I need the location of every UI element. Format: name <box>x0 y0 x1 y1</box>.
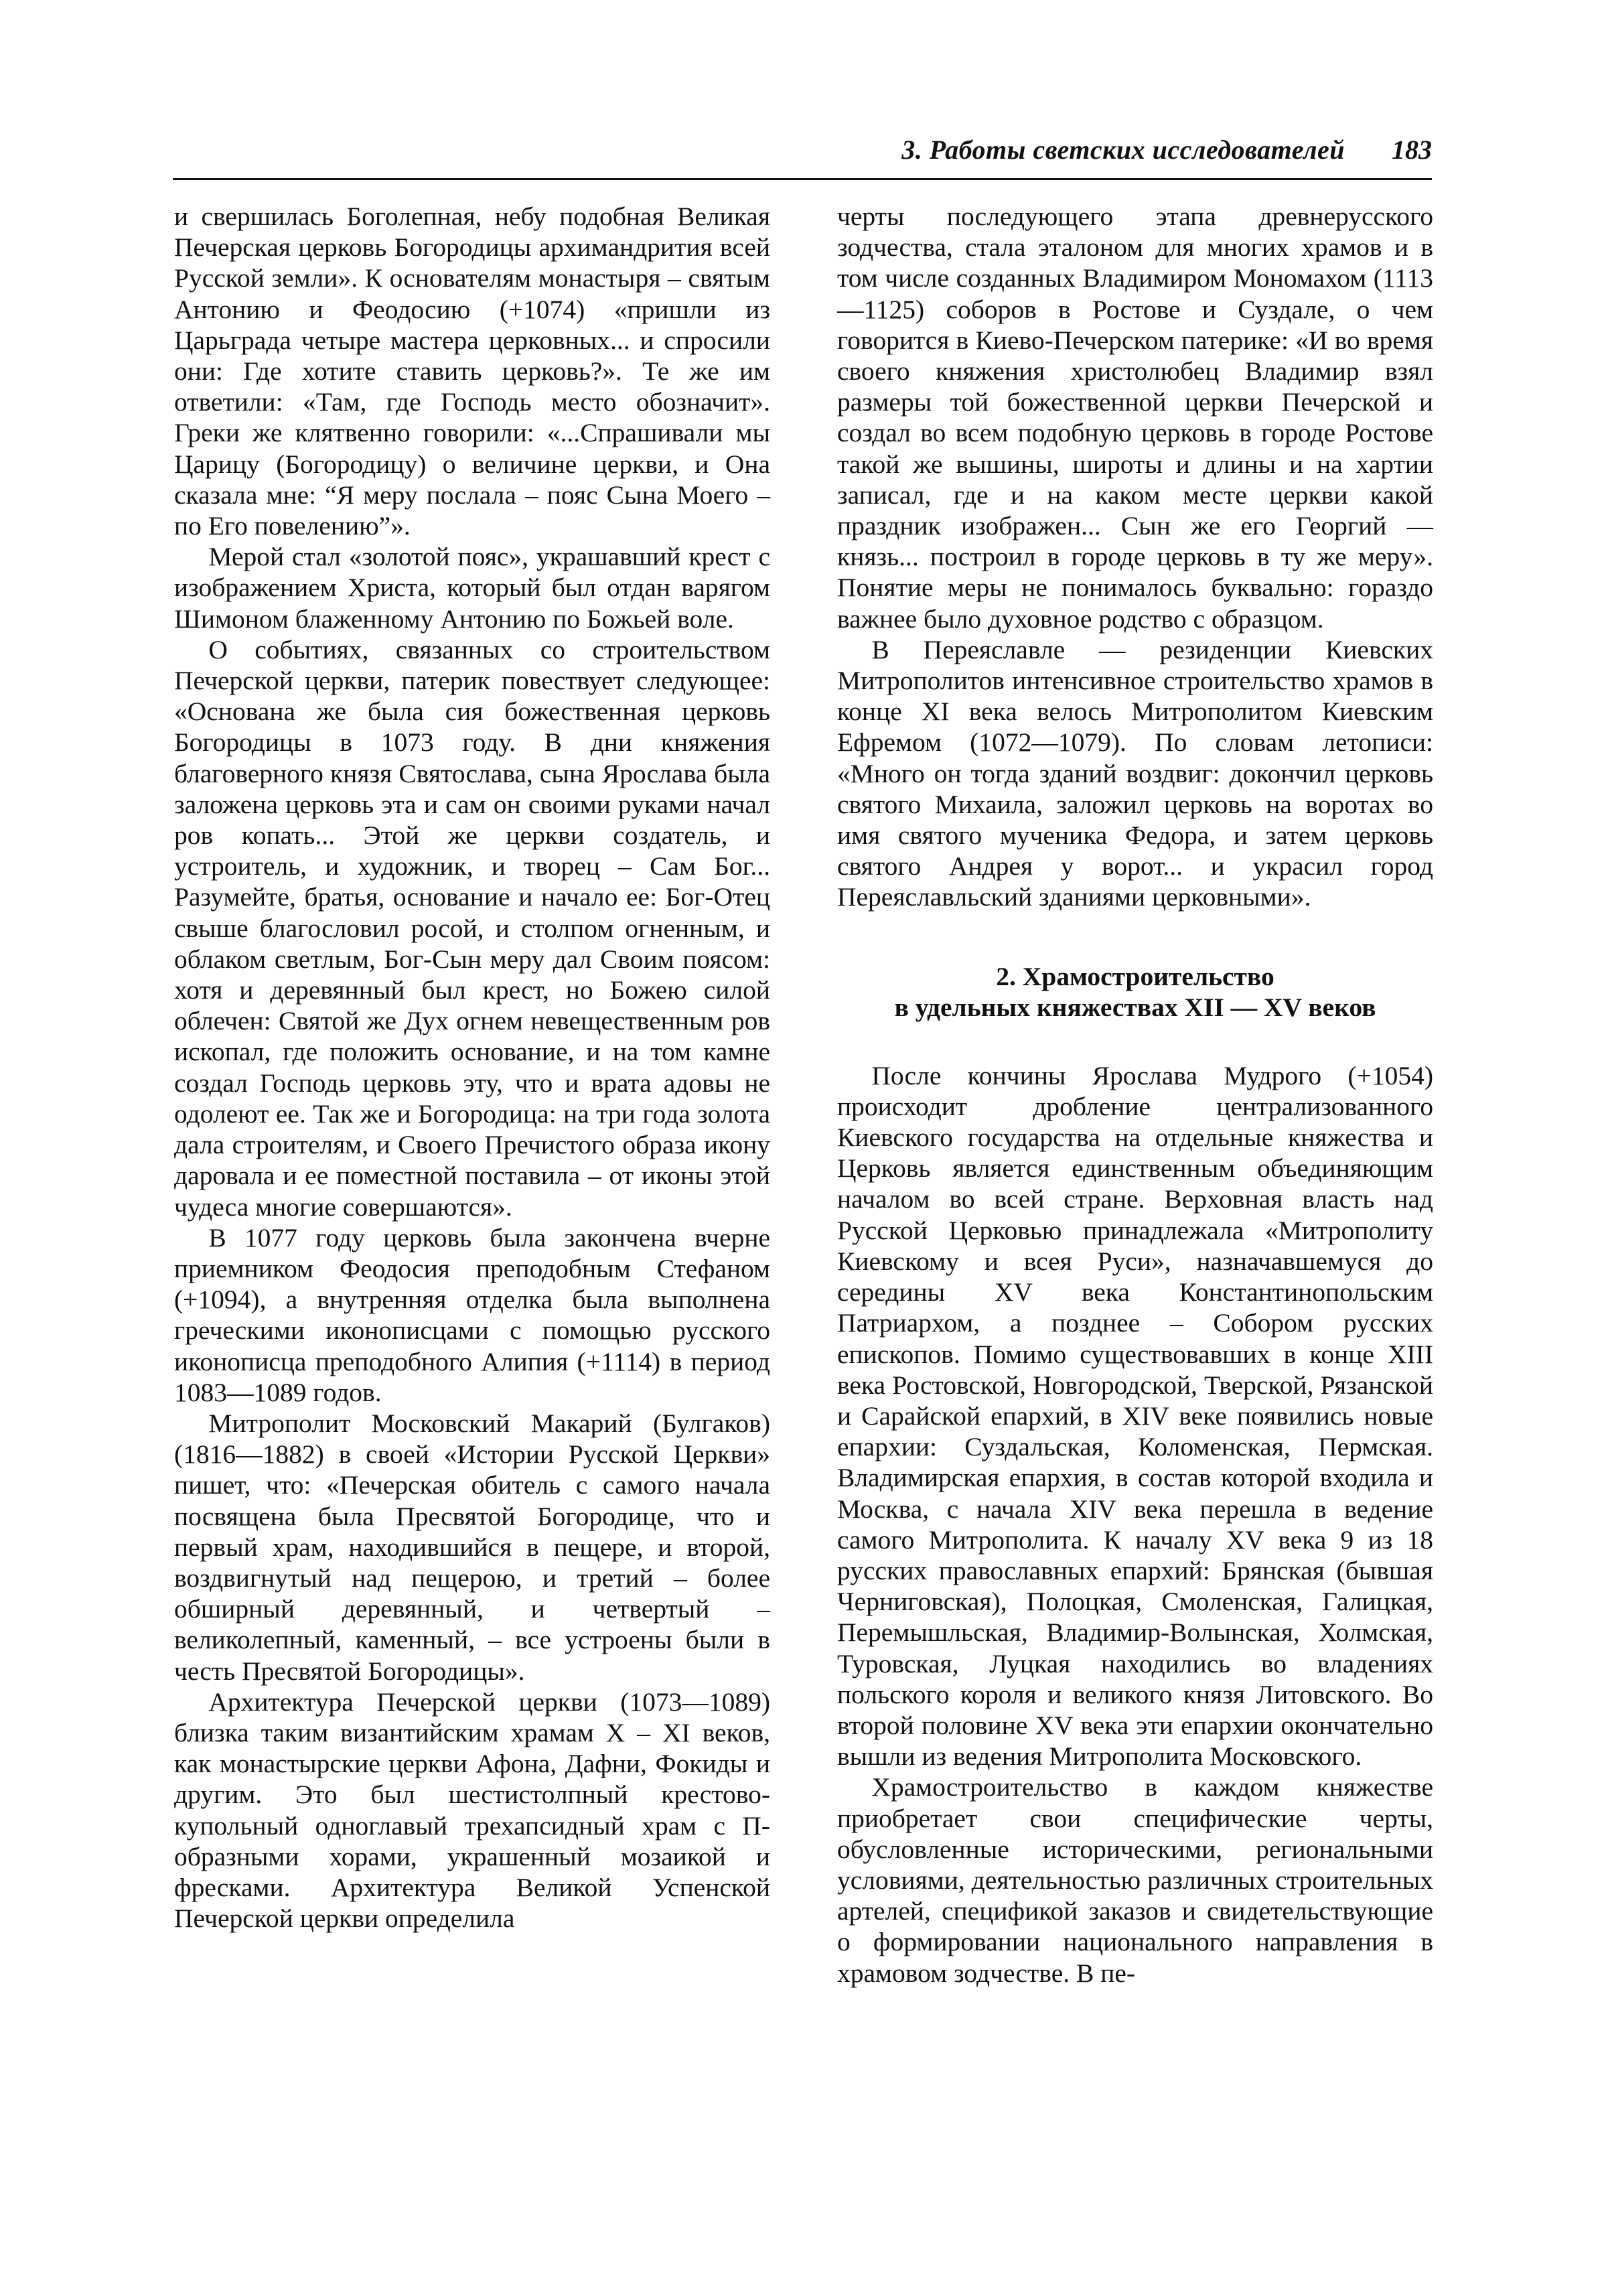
section-heading <box>837 961 1433 1023</box>
paragraph: О событиях, связанных со строительством Печерской церкви, патерик повествует следующее: «Основана же была сия божественная церковь Богородицы в 1073 году. В дни княжения благоверного князя Святослава, сына Ярослава была заложена церковь эта и сам он своими руками начал ров копать... Этой же церкви создатель, и устроитель, и художник, и творец – Сам Бог... Разумейте, братья, основание и начало ее: Бог-Отец свыше благословил росой, и столпом огненным, и облаком светлым, Бог-Сын меру дал Своим поясом: хотя и деревянный был крест, но Божею силой облечен: Святой же Дух огнем невещественным ров ископал, где положить основание, и на том камне создал Господь церковь эту, что и врата адовы не одолеют ее. Так же и Богородица: на три года золота дала строителям, и Своего Пречистого образа икону даровала и ее поместной поставила – от иконы этой чудеса многие совершаются». <box>174 634 770 1222</box>
paragraph: Храмостроительство в каждом княжестве приобретает свои специфические черты, обусловленные историческими, региональными условиями, деятельностью различных строительных артелей, спецификой заказов и свидетельствующие о формировании национального направления в храмовом зодчестве. В пе- <box>837 1772 1433 1988</box>
paragraph: После кончины Ярослава Мудрого (+1054) происходит дробление централизованного Киевского государства на отдельные княжества и Церковь является единственным объединяющим началом во всей стране. Верховная власть над Русской Церковью принадлежала «Митрополиту Киевскому и всея Руси», назначавшемуся до середины XV века Константинопольским Патриархом, а позднее – Собором русских епископов. Помимо существовавших в конце XIII века Ростовской, Новгородской, Тверской, Рязанской и Сарайской епархий, в XIV веке появились новые епархии: Суздальская, Коломенская, Пермская. Владимирская епархия, в состав которой входила и Москва, с начала XIV века перешла в ведение самого Митрополита. К началу XV века 9 из 18 русских православных епархий: Брянская (бывшая Черниговская), Полоцкая, Смоленская, Галицкая, Перемышльская, Владимир-Волынская, Холмская, Туровская, Луцкая находились во владениях польского короля и великого князя Литовского. Во второй половине XV века эти епархии окончательно вышли из ведения Митрополита Московского. <box>837 1060 1433 1772</box>
paragraph: черты последующего этапа древнерусского зодчества, стала эталоном для многих храмов и в том числе созданных Владимиром Мономахом (1113—1125) соборов в Ростове и Суздале, о чем говорится в Киево-Печерском патерике: «И во время своего княжения христолюбец Владимир взял размеры той божественной церкви Печерской и создал во всем подобную церковь в городе Ростове такой же вышины, широты и длины и на хартии записал, где и на каком месте церкви какой праздник изображен... Сын же его Георгий — князь... построил в городе церковь в ту же меру». Понятие меры не понималось буквально: гораздо важнее было духовное родство с образцом. <box>837 202 1433 634</box>
left-column <box>174 201 770 1934</box>
section-heading-line: 2. Храмостроительство <box>996 961 1274 991</box>
running-header <box>173 131 1432 180</box>
paragraph: В Переяславле — резиденции Киевских Митрополитов интенсивное строительство храмов в конце XI века велось Митрополитом Киевским Ефремом (1072—1079). По словам летописи: «Много он тогда зданий воздвиг: докончил церковь святого Михаила, заложил церковь на воротах во имя святого мученика Федора, и затем церковь святого Андрея у ворот... и украсил город Переяславльский зданиями церковными». <box>837 634 1433 912</box>
section-heading-line: в удельных княжествах XII — XV веков <box>894 992 1376 1022</box>
paragraph: Архитектура Печерской церкви (1073—1089) близка таким византийским храмам X – XI веков, как монастырские церкви Афона, Дафни, Фокиды и другим. Это был шестистолпный крестово-купольный одноглавый трехапсидный храм с П-образными хорами, украшенный мозаикой и фресками. Архитектура Великой Успенской Печерской церкви определила <box>174 1687 770 1934</box>
paragraph: В 1077 году церковь была закончена вчерне приемником Феодосия преподобным Стефаном (+1094), а внутренняя отделка была выполнена греческими иконописцами с помощью русского иконописца преподобного Алипия (+1114) в период 1083—1089 годов. <box>174 1222 770 1407</box>
paragraph: Митрополит Московский Макарий (Булгаков) (1816—1882) в своей «Истории Русской Церкви» пишет, что: «Печерская обитель с самого начала посвящена была Пресвятой Богородице, что и первый храм, находившийся в пещере, и второй, воздвигнутый над пещерою, и третий – более обширный деревянный, и четвертый – великолепный, каменный, – все устроены были в честь Пресвятой Богородицы». <box>174 1408 770 1686</box>
right-column <box>837 201 1433 1989</box>
paragraph: Мерой стал «золотой пояс», украшавший крест с изображением Христа, который был отдан варягом Шимоном блаженному Антонию по Божьей воле. <box>174 542 770 634</box>
page-number: 183 <box>1392 135 1432 165</box>
running-title: 3. Работы светских исследователей <box>901 135 1345 165</box>
paragraph: и свершилась Боголепная, небу подобная Великая Печерская церковь Богородицы архимандрития всей Русской земли». К основателям монастыря – святым Антонию и Феодосию (+1074) «пришли из Царьграда четыре мастера церковных... и спросили они: Где хотите ставить церковь?». Те же им ответили: «Там, где Господь место обозначит». Греки же клятвенно говорили: «...Спрашивали мы Царицу (Богородицу) о величине церкви, и Она сказала мне: “Я меру послала – пояс Сына Моего – по Его повелению”». <box>174 202 770 541</box>
